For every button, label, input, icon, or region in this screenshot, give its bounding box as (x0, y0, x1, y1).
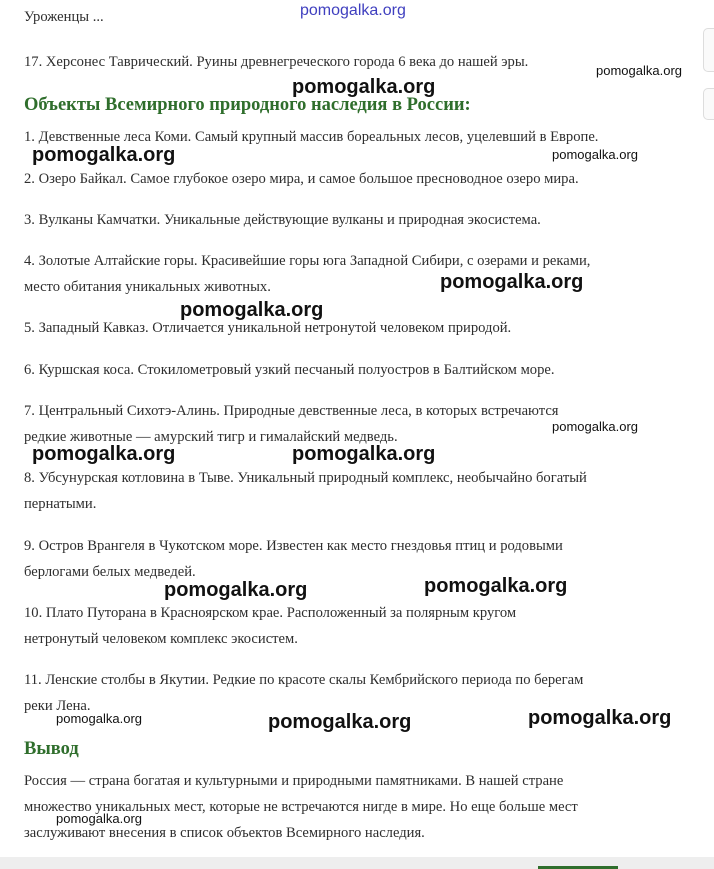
watermark: pomogalka.org (292, 443, 436, 465)
list-item: 9. Остров Врангеля в Чукотском море. Известен как место гнездовья птиц и родовыми (24, 538, 563, 554)
list-item-continuation: нетронутый человеком комплекс экосистем. (24, 631, 298, 647)
cutoff-text-line: Уроженцы ... (24, 9, 104, 24)
item-17: 17. Херсонес Таврический. Руины древнегреческого города 6 века до нашей эры. (24, 54, 529, 70)
watermark: pomogalka.org (440, 271, 584, 293)
list-item-continuation: пернатыми. (24, 496, 97, 512)
list-item-continuation: редкие животные — амурский тигр и гималайский медведь. (24, 429, 398, 445)
conclusion-line: Россия — страна богатая и культурными и природными памятниками. В нашей стране (24, 773, 564, 789)
list-item-continuation: реки Лена. (24, 698, 91, 714)
watermark: pomogalka.org (180, 299, 324, 321)
list-item: 6. Куршская коса. Стокилометровый узкий песчаный полуостров в Балтийском море. (24, 362, 555, 378)
list-item: 1. Девственные леса Коми. Самый крупный массив бореальных лесов, уцелевший в Европе. (24, 129, 599, 145)
list-item: 5. Западный Кавказ. Отличается уникальной нетронутой человеком природой. (24, 320, 512, 336)
watermark: pomogalka.org (552, 419, 638, 434)
watermark: pomogalka.org (424, 575, 568, 597)
watermark: pomogalka.org (528, 707, 672, 729)
watermark: pomogalka.org (56, 811, 142, 826)
list-item: 7. Центральный Сихотэ-Алинь. Природные девственные леса, в которых встречаются (24, 403, 559, 419)
list-item-continuation: место обитания уникальных животных. (24, 279, 271, 295)
list-item: 8. Убсунурская котловина в Тыве. Уникальный природный комплекс, необычайно богатый (24, 470, 587, 486)
list-item: 2. Озеро Байкал. Самое глубокое озеро мира, и самое большое пресноводное озеро мира. (24, 171, 579, 187)
watermark: pomogalka.org (552, 147, 638, 162)
watermark: pomogalka.org (164, 579, 308, 601)
nature-heritage-heading: Объекты Всемирного природного наследия в России: (24, 95, 471, 115)
list-item-continuation: берлогами белых медведей. (24, 564, 196, 580)
conclusion-line: заслуживают внесения в список объектов Всемирного наследия. (24, 825, 425, 841)
conclusion-heading: Вывод (24, 739, 79, 759)
watermark: pomogalka.org (268, 711, 412, 733)
list-item: 10. Плато Путорана в Красноярском крае. Расположенный за полярным кругом (24, 605, 517, 621)
list-item: 3. Вулканы Камчатки. Уникальные действующие вулканы и природная экосистема. (24, 212, 541, 228)
watermark: pomogalka.org (32, 144, 176, 166)
watermark: pomogalka.org (300, 2, 406, 19)
watermark: pomogalka.org (292, 76, 436, 98)
watermark: pomogalka.org (596, 63, 682, 78)
list-item: 4. Золотые Алтайские горы. Красивейшие горы юга Западной Сибири, с озерами и реками, (24, 253, 591, 269)
side-widget-edge[interactable] (703, 88, 714, 120)
list-item: 11. Ленские столбы в Якутии. Редкие по красоте скалы Кембрийского периода по берегам (24, 672, 584, 688)
watermark: pomogalka.org (32, 443, 176, 465)
side-widget-edge[interactable] (703, 28, 714, 72)
conclusion-line: множество уникальных мест, которые не встречаются нигде в мире. Но еще больше мест (24, 799, 578, 815)
watermark: pomogalka.org (56, 711, 142, 726)
